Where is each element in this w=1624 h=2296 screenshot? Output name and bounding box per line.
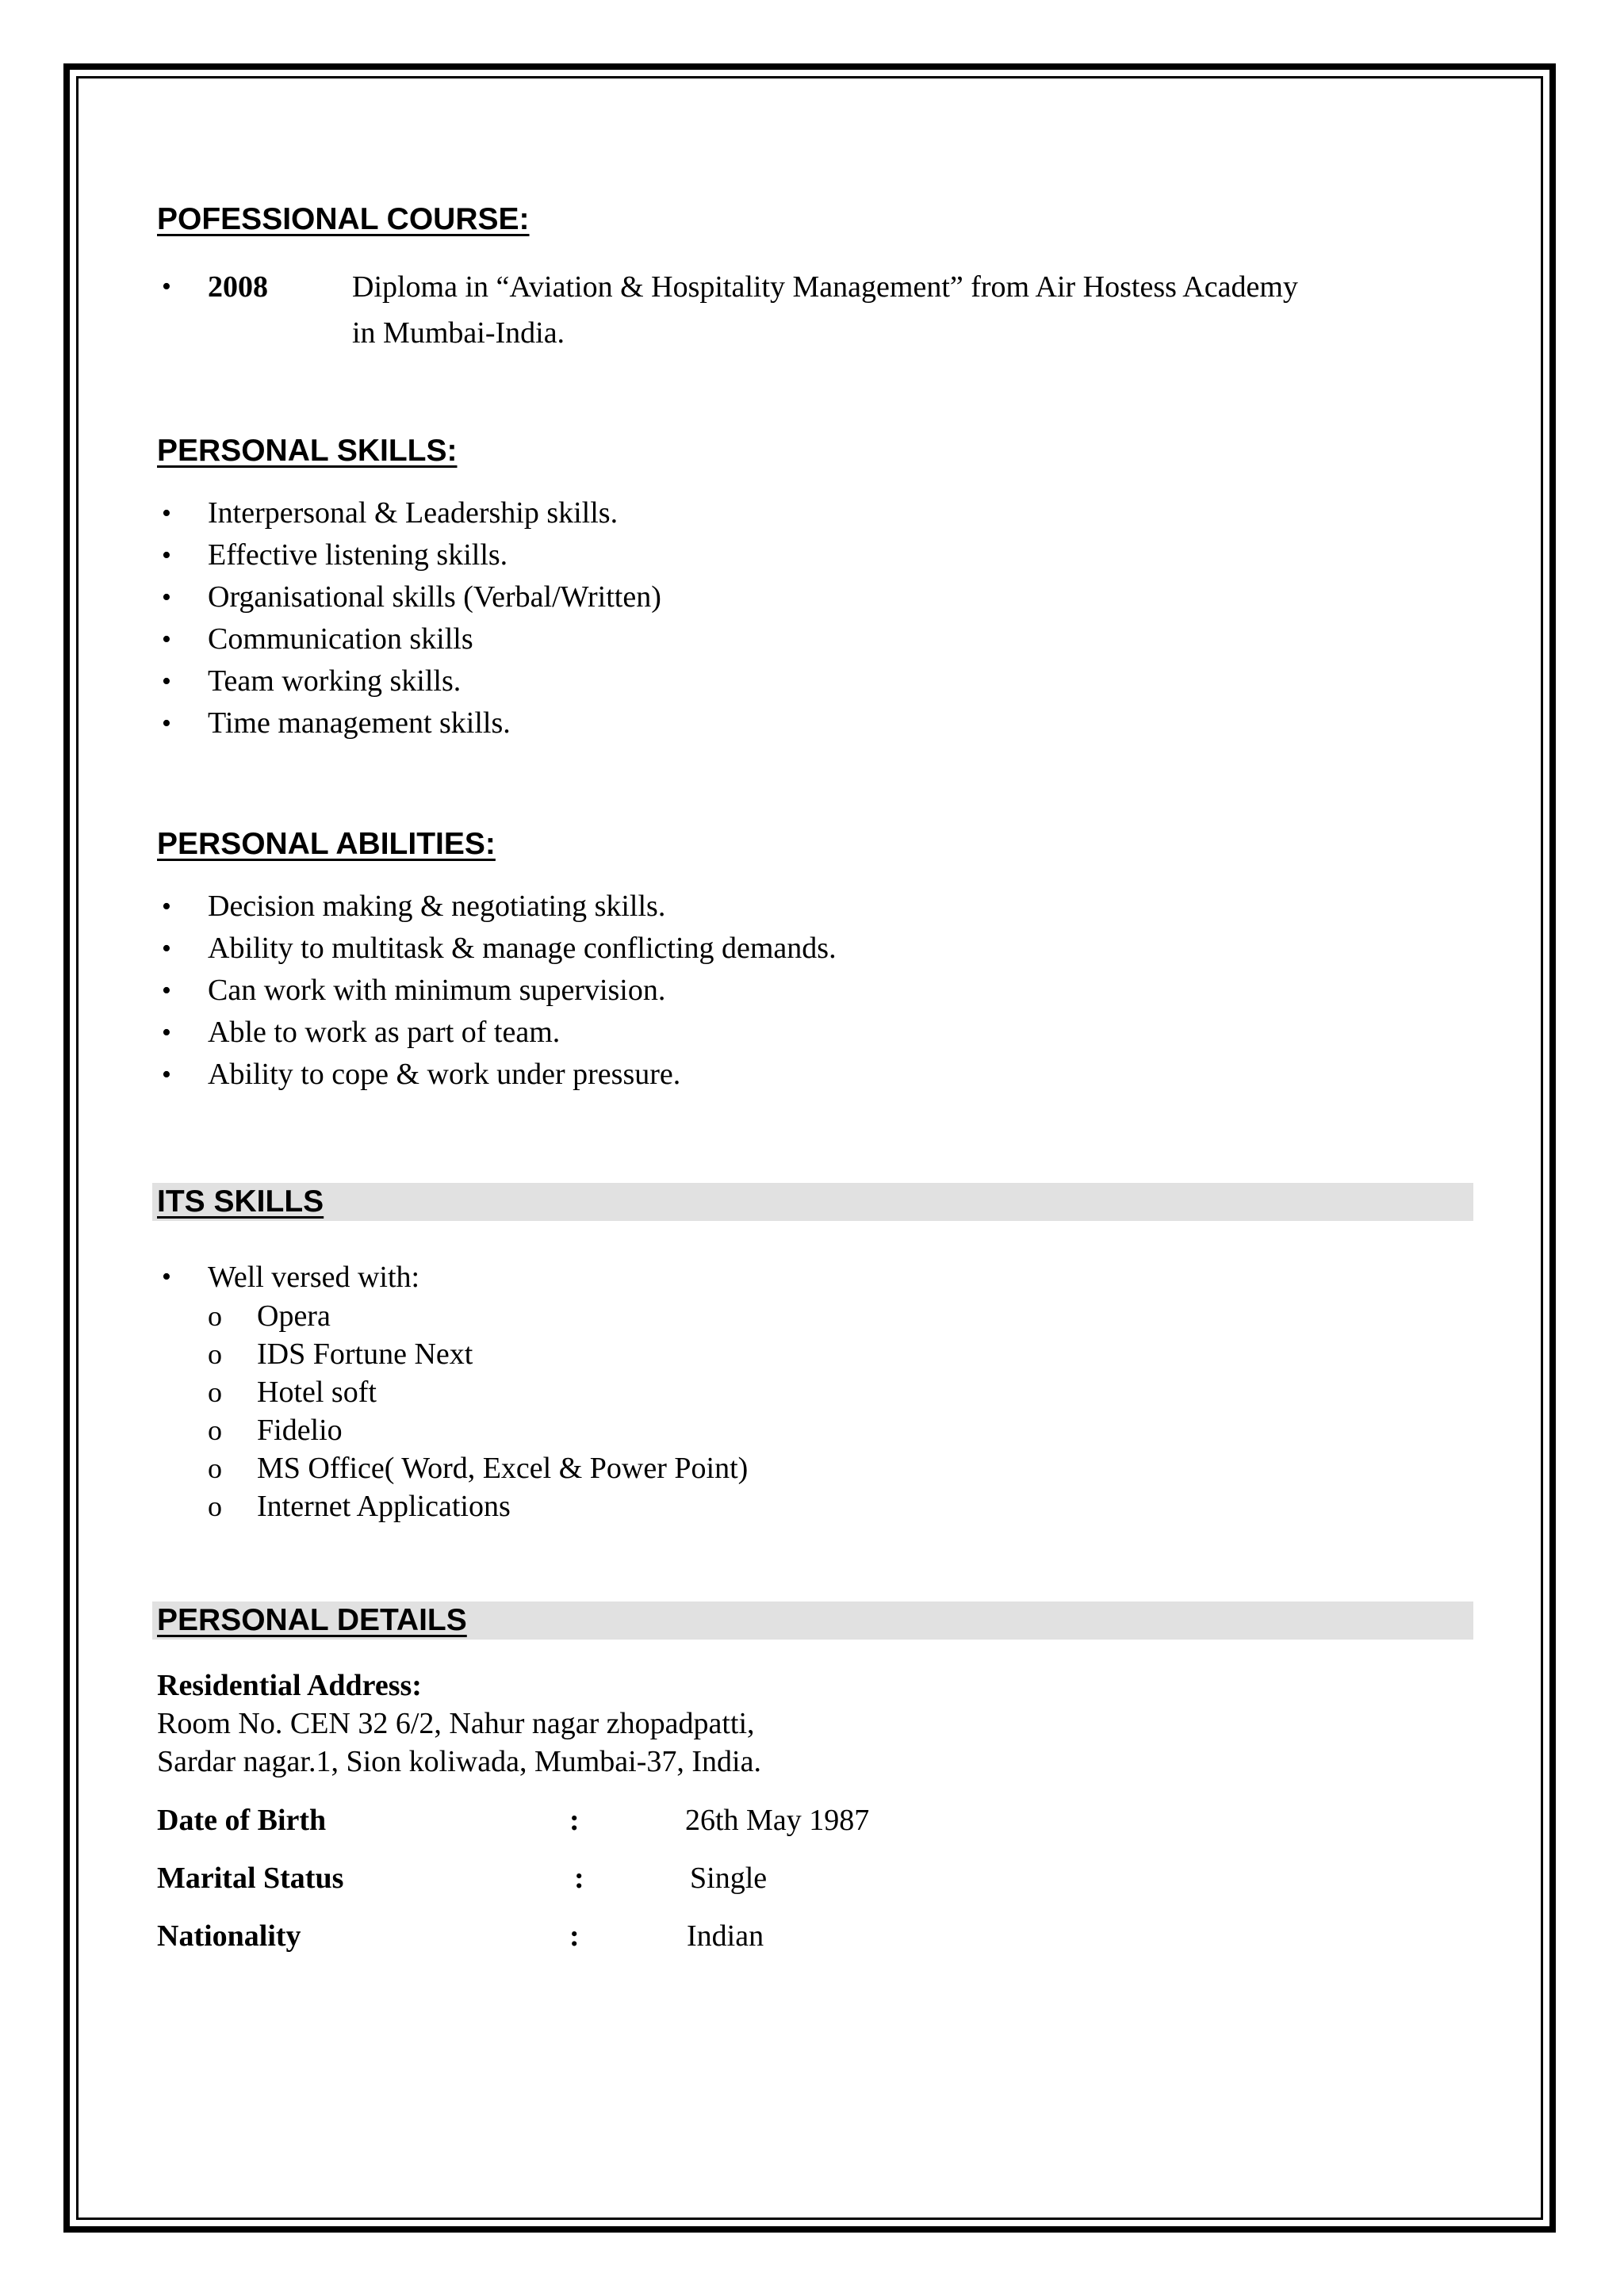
list-item: • Effective listening skills. <box>157 534 1473 576</box>
list-item: • Communication skills <box>157 618 1473 660</box>
detail-colon: : <box>569 1804 580 1837</box>
bullet-icon: • <box>162 667 171 696</box>
bullet-icon: • <box>162 1262 171 1292</box>
list-item: • Time management skills. <box>157 702 1473 744</box>
detail-row-date-of-birth <box>157 1803 1473 1861</box>
detail-row-marital-status <box>157 1861 1473 1919</box>
course-description <box>352 264 1423 356</box>
list-item: • Team working skills. <box>157 660 1473 702</box>
bullet-icon: • <box>162 541 171 570</box>
sub-bullet-icon: o <box>208 1338 222 1370</box>
section-heading-professional-course: POFESSIONAL COURSE: <box>157 202 530 236</box>
course-year: 2008 <box>208 270 268 304</box>
personal-skills-list <box>157 492 1473 744</box>
section-heading-bar <box>152 1183 1473 1221</box>
course-description-line: in Mumbai-India. <box>352 316 565 350</box>
section-personal-skills <box>157 434 1473 744</box>
list-item: o Fidelio <box>157 1411 1473 1449</box>
sub-bullet-icon: o <box>208 1376 222 1408</box>
bullet-icon: • <box>162 499 171 528</box>
bullet-icon: • <box>162 709 171 738</box>
detail-colon: : <box>574 1862 584 1895</box>
list-item: o Internet Applications <box>157 1487 1473 1525</box>
detail-value: Indian <box>687 1919 764 1953</box>
section-heading-personal-skills: PERSONAL SKILLS: <box>157 434 458 468</box>
list-item: o Hotel soft <box>157 1373 1473 1411</box>
detail-row-nationality <box>157 1919 1473 1976</box>
address-line: Room No. CEN 32 6/2, Nahur nagar zhopadpatti, <box>157 1707 755 1740</box>
bullet-icon: • <box>162 625 171 654</box>
sub-bullet-icon: o <box>208 1300 222 1332</box>
list-item: o MS Office( Word, Excel & Power Point) <box>157 1449 1473 1487</box>
list-item: • Can work with minimum supervision. <box>157 970 1473 1012</box>
resume-content <box>157 202 1473 1976</box>
section-heading-personal-details: PERSONAL DETAILS <box>157 1603 467 1637</box>
software-list <box>157 1297 1473 1525</box>
detail-label: Marital Status <box>157 1862 344 1895</box>
course-description-line: Diploma in “Aviation & Hospitality Management” from Air Hostess Academy <box>352 270 1298 304</box>
personal-abilities-list <box>157 886 1473 1096</box>
sub-bullet-icon: o <box>208 1414 222 1446</box>
course-entry <box>157 264 1473 356</box>
sub-bullet-icon: o <box>208 1452 222 1484</box>
bullet-icon: • <box>162 272 171 301</box>
bullet-icon: • <box>162 1060 171 1089</box>
list-item: • Ability to multitask & manage conflicting demands. <box>157 928 1473 970</box>
bullet-icon: • <box>162 892 171 921</box>
list-item: • Ability to cope & work under pressure. <box>157 1054 1473 1096</box>
list-item: • Well versed with: <box>157 1257 1473 1297</box>
section-heading-its-skills: ITS SKILLS <box>157 1184 324 1219</box>
detail-label: Nationality <box>157 1919 301 1953</box>
its-skills-list <box>157 1257 1473 1297</box>
list-item: • Interpersonal & Leadership skills. <box>157 492 1473 534</box>
bullet-icon: • <box>162 1018 171 1047</box>
detail-value: Single <box>690 1862 768 1895</box>
section-its-skills <box>157 1183 1473 1525</box>
bullet-icon: • <box>162 934 171 963</box>
detail-colon: : <box>569 1919 580 1953</box>
list-item: • Organisational skills (Verbal/Written) <box>157 576 1473 618</box>
detail-value: 26th May 1987 <box>685 1804 870 1837</box>
list-item: o IDS Fortune Next <box>157 1335 1473 1373</box>
sub-bullet-icon: o <box>208 1490 222 1522</box>
bullet-icon: • <box>162 583 171 612</box>
section-personal-abilities <box>157 827 1473 1096</box>
section-heading-personal-abilities: PERSONAL ABILITIES: <box>157 827 496 861</box>
section-professional-course <box>157 202 1473 356</box>
address-label: Residential Address: <box>157 1669 422 1702</box>
detail-label: Date of Birth <box>157 1804 327 1837</box>
heading-colon: : <box>519 202 530 236</box>
address-line: Sardar nagar.1, Sion koliwada, Mumbai-37, India. <box>157 1745 761 1778</box>
list-item: • Decision making & negotiating skills. <box>157 886 1473 928</box>
section-personal-details <box>157 1601 1473 1976</box>
section-heading-bar <box>152 1601 1473 1640</box>
list-item: • Able to work as part of team. <box>157 1012 1473 1054</box>
bullet-icon: • <box>162 976 171 1005</box>
list-item: o Opera <box>157 1297 1473 1335</box>
